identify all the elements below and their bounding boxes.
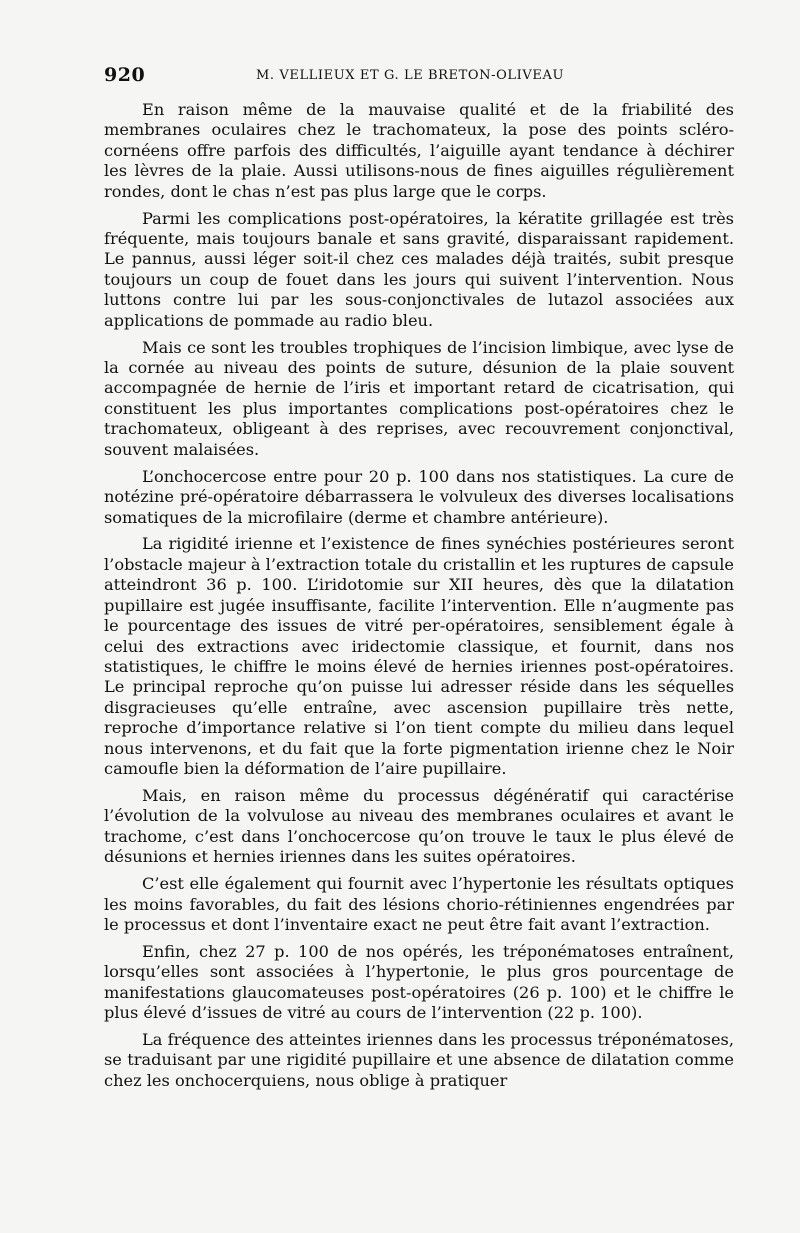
paragraph: En raison même de la mauvaise qualité et de la friabilité des membranes oculaires chez le trachomateux, la pose des points scléro-cornéens offre parfois des difficultés, l’aiguille ayant tendance à déchirer les lèvres de la plaie. Aussi utilisons-nous de fines aiguilles régulièrement rondes, dont le chas n’est pas plus large que le corps. [104,100,734,201]
paragraph: C’est elle également qui fournit avec l’hypertonie les résultats optiques les moins favorables, du fait des lésions chorio-rétiniennes engendrées par le processus et dont l’inventaire exact ne peut être fait avant l’extraction. [104,874,734,934]
paragraph: La fréquence des atteintes iriennes dans les processus tréponématoses, se traduisant par une rigidité pupillaire et une absence de dilatation comme chez les onchocerquiens, nous oblige à pratiquer [104,1029,734,1090]
paragraph: Mais ce sont les troubles trophiques de l’incision limbique, avec lyse de la cornée au niveau des points de suture, désunion de la plaie souvent accompagnée de hernie de l’iris et important retard de cicatrisation, qui constituent les plus importantes complications post-opératoires chez le trachomateux, obligeant à des reprises, avec recouvrement conjonctival, souvent malaisées. [104,337,734,459]
paragraph: Mais, en raison même du processus dégénératif qui caractérise l’évolution de la volvulose au niveau des membranes oculaires et avant le trachome, c’est dans l’onchocercose qu’on trouve le taux le plus élevé de désunions et hernies iriennes dans les suites opératoires. [104,785,734,867]
running-head [104,64,734,88]
paragraph: Enfin, chez 27 p. 100 de nos opérés, les tréponématoses entraînent, lorsqu’elles sont associées à l’hypertonie, le plus gros pourcentage de manifestations glaucomateuses post-opératoires (26 p. 100) et le chiffre le plus élevé d’issues de vitré au cours de l’intervention (22 p. 100). [104,941,734,1023]
paragraph: La rigidité irienne et l’existence de fines synéchies postérieures seront l’obstacle majeur à l’extraction totale du cristallin et les ruptures de capsule atteindront 36 p. 100. L’iridotomie sur XII heures, dès que la dilatation pupillaire est jugée insuffisante, facilite l’intervention. Elle n’augmente pas le pourcentage des issues de vitré per-opératoires, sensiblement égale à celui des extractions avec iridectomie classique, et fournit, dans nos statistiques, le chiffre le moins élevé de hernies iriennes post-opératoires. Le principal reproche qu’on puisse lui adresser réside dans les séquelles disgracieuses qu’elle entraîne, avec ascension pupillaire très nette, reproche d’importance relative si l’on tient compte du milieu dans lequel nous intervenons, et du fait que la forte pigmentation irienne chez le Noir camoufle bien la déformation de l’aire pupillaire. [104,534,734,779]
page-number: 920 [104,64,146,86]
paragraph: Parmi les complications post-opératoires, la kératite grillagée est très fréquente, mais toujours banale et sans gravité, disparaissant rapidement. Le pannus, aussi léger soit-il chez ces malades déjà traités, subit presque toujours un coup de fouet dans les jours qui suivent l’intervention. Nous luttons contre lui par les sous-conjonctivales de lutazol associées aux applications de pommade au radio bleu. [104,208,734,330]
paragraph: L’onchocercose entre pour 20 p. 100 dans nos statistiques. La cure de notézine pré-opératoire débarrassera le volvuleux des diverses localisations somatiques de la microfilaire (derme et chambre antérieure). [104,466,734,527]
running-title: M. VELLIEUX ET G. LE BRETON-OLIVEAU [256,68,564,83]
body-text [104,100,734,1098]
